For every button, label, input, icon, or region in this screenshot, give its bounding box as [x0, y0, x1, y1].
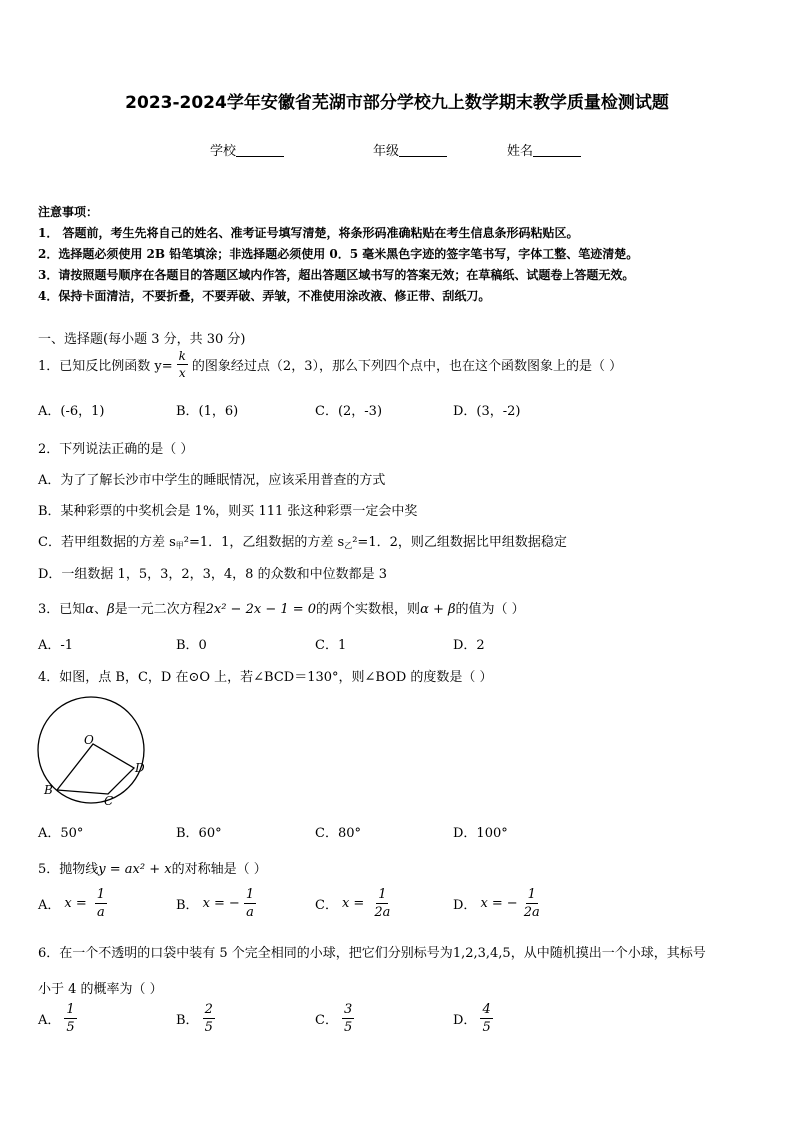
q6-option-c[interactable]	[315, 1003, 354, 1034]
section-heading: 一、选择题(每小题 3 分，共 30 分)	[38, 332, 246, 347]
name-label: 姓名	[507, 144, 534, 159]
q5-prefix: 5．抛物线	[38, 862, 99, 877]
q3-equation: 2x² − 2x − 1 = 0	[205, 602, 317, 617]
notice-item: 2．选择题必须使用 2B 铅笔填涂；非选择题必须使用 0．5 毫米黑色字迹的签字笔书写，字体工整、笔迹清楚。	[38, 247, 639, 261]
question-6-line1	[38, 942, 706, 961]
q1-option-d[interactable]: D．(3，-2)	[453, 404, 521, 419]
q5-d-num: 1	[527, 887, 536, 902]
q5-b-num: 1	[245, 887, 255, 902]
q2-c-part1: C．若甲组数据的方差 s	[38, 535, 176, 550]
q5-d-lhs: x =	[480, 896, 503, 911]
q3-part5: 的值为（ ）	[455, 602, 525, 617]
q5-a-lhs: x =	[64, 896, 87, 911]
q4-option-c[interactable]: C．80°	[315, 826, 361, 841]
q6-b-label: B．	[176, 1013, 199, 1028]
q5-option-a[interactable]	[38, 888, 107, 919]
q5-d-den: 2a	[523, 905, 540, 920]
q3-part1: 3．已知	[38, 602, 86, 617]
q4-option-d[interactable]: D．100°	[453, 826, 508, 841]
q6-b-num: 2	[204, 1002, 213, 1017]
q3-part4: 的两个实数根，则	[316, 602, 421, 617]
notice-item: 1． 答题前，考生先将自己的姓名、准考证号填写清楚，将条形码准确粘贴在考生信息条形码粘贴区。	[38, 226, 579, 240]
q5-option-d[interactable]	[453, 888, 542, 919]
q5-b-den: a	[246, 905, 254, 920]
q1-option-a[interactable]: A．(-6，1)	[38, 404, 105, 419]
q4-label-c: C	[104, 794, 114, 808]
q5-c-den: 2a	[374, 905, 391, 920]
q5-b-label: B．	[176, 898, 199, 913]
notice-heading: 注意事项：	[38, 205, 99, 219]
q5-a-den: a	[97, 905, 105, 920]
q1-option-c[interactable]: C．(2，-3)	[315, 404, 383, 419]
q5-a-num: 1	[96, 887, 106, 902]
name-field[interactable]	[507, 140, 581, 159]
q2-c-part2: ²=1．1，乙组数据的方差 s	[183, 535, 345, 550]
question-6-line2: 小于 4 的概率为（ ）	[38, 982, 163, 997]
q3-sum: α + β	[420, 602, 456, 617]
q5-c-fraction	[372, 888, 392, 919]
q5-b-sign: −	[228, 896, 240, 911]
q4-label-d: D	[135, 761, 145, 775]
q6-option-d[interactable]	[453, 1003, 493, 1034]
q3-option-c[interactable]: C．1	[315, 638, 347, 653]
question-5	[38, 858, 267, 877]
grade-field[interactable]	[373, 140, 447, 159]
q2-option-b[interactable]: B．某种彩票的中奖机会是 1%，则买 111 张这种彩票一定会中奖	[38, 504, 418, 519]
q5-d-label: D．	[453, 898, 477, 913]
q6-d-den: 5	[482, 1020, 491, 1035]
q6-option-a[interactable]	[38, 1003, 77, 1034]
q6-a-den: 5	[66, 1020, 75, 1035]
q6-option-b[interactable]	[176, 1003, 215, 1034]
school-field[interactable]	[210, 140, 284, 159]
q6-d-num: 4	[482, 1002, 491, 1017]
q5-b-fraction	[244, 888, 256, 919]
q5-d-sign: −	[506, 896, 518, 911]
question-3	[38, 598, 525, 617]
q2-option-d[interactable]: D．一组数据 1，5，3，2，3，4，8 的众数和中位数都是 3	[38, 567, 387, 582]
q6-a-label: A．	[38, 1013, 61, 1028]
q5-a-fraction	[95, 888, 107, 919]
q5-c-num: 1	[378, 887, 387, 902]
q6-b-den: 5	[204, 1020, 213, 1035]
q4-quadrilateral	[57, 744, 134, 794]
q3-beta: β	[107, 602, 115, 617]
q6-line1-part1: 6．在一个不透明的口袋中装有 5 个完全相同的小球，把它们分别标号为	[38, 946, 453, 961]
q6-numbers: 1,2,3,4,5	[452, 946, 511, 961]
q1-option-b[interactable]: B．(1，6)	[176, 404, 239, 419]
grade-label: 年级	[373, 144, 400, 159]
q1-fraction	[177, 350, 188, 379]
q6-d-label: D．	[453, 1013, 477, 1028]
q2-c-sub1: 甲	[175, 541, 184, 550]
name-blank[interactable]	[533, 144, 581, 157]
q4-option-a[interactable]: A．50°	[38, 826, 84, 841]
q4-option-b[interactable]: B．60°	[176, 826, 222, 841]
q2-c-sub2: 乙	[344, 541, 353, 550]
q3-alpha: α	[85, 602, 95, 617]
q5-expression: y = ax² + x	[98, 862, 172, 877]
notice-item: 4．保持卡面清洁，不要折叠，不要弄破、弄皱，不准使用涂改液、修正带、刮纸刀。	[38, 289, 491, 303]
q4-label-o: O	[84, 733, 94, 747]
q3-option-a[interactable]: A．-1	[38, 638, 74, 653]
q1-suffix: 的图象经过点（2，3），那么下列四个点中，也在这个函数图象上的是（ ）	[191, 359, 623, 374]
school-blank[interactable]	[236, 144, 284, 157]
q5-b-lhs: x =	[202, 896, 225, 911]
q4-label-b: B	[44, 783, 53, 797]
q3-part2: 、	[94, 602, 108, 617]
q2-option-a[interactable]: A．为了了解长沙市中学生的睡眠情况，应该采用普查的方式	[38, 473, 386, 488]
question-2: 2．下列说法正确的是（ ）	[38, 442, 194, 457]
question-4: 4．如图，点 B，C，D 在⊙O 上，若∠BCD＝130°，则∠BOD 的度数是（ ）	[38, 670, 493, 685]
q4-circle	[38, 697, 144, 803]
q4-circle-figure	[30, 690, 160, 812]
q5-option-b[interactable]	[176, 888, 256, 919]
q3-option-d[interactable]: D．2	[453, 638, 485, 653]
q5-option-c[interactable]	[315, 888, 392, 919]
page-title: 2023-2024学年安徽省芜湖市部分学校九上数学期末教学质量检测试题	[125, 93, 669, 113]
q1-frac-num: k	[178, 349, 186, 363]
q2-c-part3: ²=1．2，则乙组数据比甲组数据稳定	[352, 535, 567, 550]
q5-c-lhs: x =	[341, 896, 365, 911]
q5-c-label: C．	[315, 898, 338, 913]
school-label: 学校	[210, 144, 237, 159]
q1-frac-den: x	[178, 366, 186, 380]
q5-d-fraction	[522, 888, 542, 919]
q5-suffix: 的对称轴是（ ）	[171, 862, 267, 877]
question-1	[38, 350, 622, 379]
notice-item: 3．请按照题号顺序在各题目的答题区域内作答，超出答题区域书写的答案无效；在草稿纸、试题卷上答题无效。	[38, 268, 635, 282]
q6-c-fraction	[342, 1003, 354, 1034]
q6-d-fraction	[480, 1003, 492, 1034]
q3-part3: 是一元二次方程	[114, 602, 206, 617]
grade-blank[interactable]	[399, 144, 447, 157]
q1-prefix: 1．已知反比例函数 y=	[38, 359, 173, 374]
q6-c-den: 5	[343, 1020, 353, 1035]
q5-a-label: A．	[38, 898, 61, 913]
q6-line1-part2: ，从中随机摸出一个小球，其标号	[510, 946, 706, 961]
q6-b-fraction	[203, 1003, 215, 1034]
q3-option-b[interactable]: B．0	[176, 638, 207, 653]
q2-option-c[interactable]	[38, 531, 567, 551]
q6-a-fraction	[64, 1003, 76, 1034]
q6-a-num: 1	[66, 1002, 75, 1017]
q6-c-num: 3	[343, 1002, 353, 1017]
q6-c-label: C．	[315, 1013, 338, 1028]
